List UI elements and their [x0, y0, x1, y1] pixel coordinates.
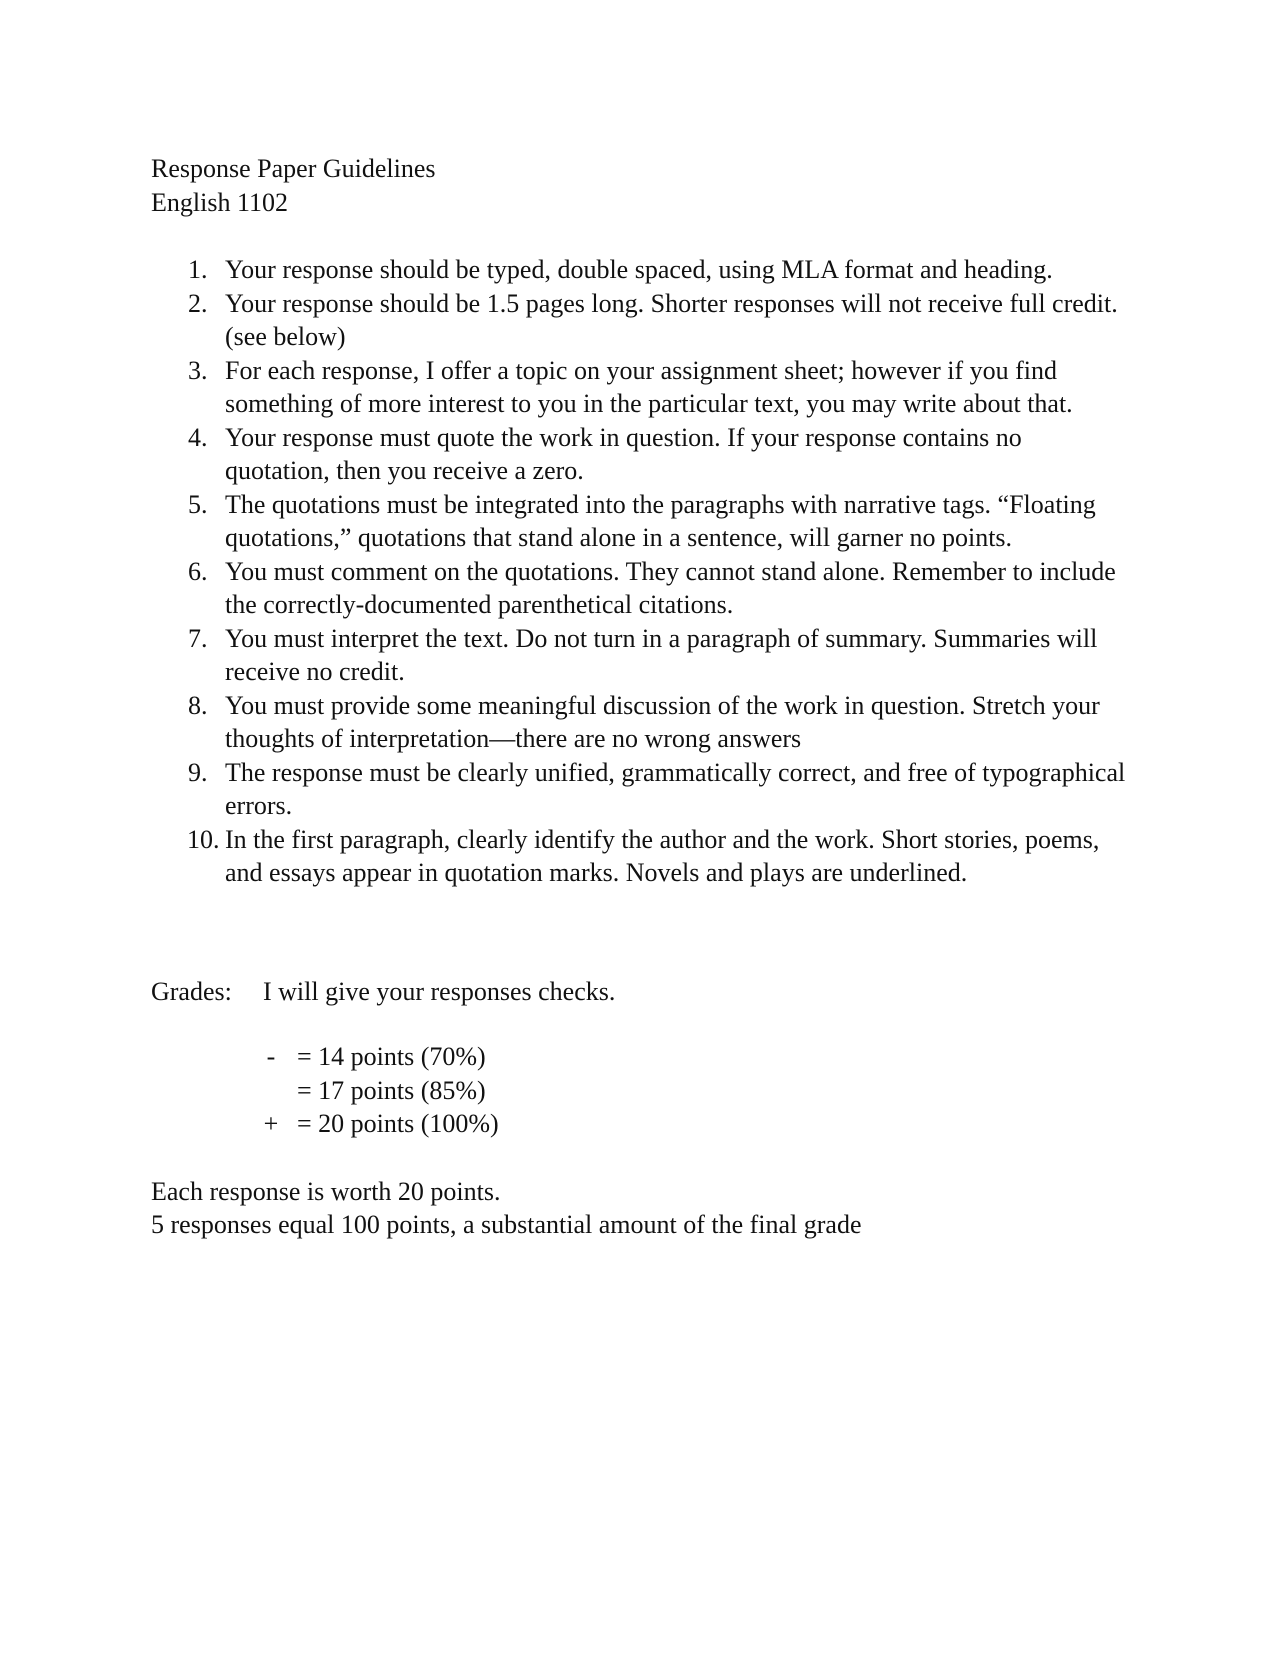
guideline-text: You must comment on the quotations. They cannot stand alone. Remember to include the correctly-documented parenthetical citations. — [225, 556, 1116, 619]
total-points-note: 5 responses equal 100 points, a substantial amount of the final grade — [151, 1210, 862, 1239]
guideline-item — [151, 488, 1131, 555]
grading-scale-row — [151, 1107, 1131, 1141]
guideline-text: Your response should be 1.5 pages long. Shorter responses will not receive full credit. (see below) — [225, 288, 1118, 351]
guideline-number: 10. — [187, 824, 220, 854]
document-page — [151, 152, 1131, 1242]
guideline-number: 6. — [188, 556, 208, 586]
guidelines-list — [151, 253, 1131, 890]
scale-points: = 14 points (70%) — [297, 1042, 486, 1071]
guideline-text: In the first paragraph, clearly identify the author and the work. Short stories, poems, and essays appear in quotation marks. Novels and plays are underlined. — [225, 824, 1100, 887]
grades-intro-text: I will give your responses checks. — [263, 976, 616, 1006]
points-summary — [151, 1175, 1131, 1242]
guideline-item — [151, 622, 1131, 689]
grading-scale-row — [151, 1074, 1131, 1108]
guideline-text: You must interpret the text. Do not turn in a paragraph of summary. Summaries will receive no credit. — [225, 623, 1098, 686]
guideline-item — [151, 421, 1131, 488]
guideline-number: 1. — [188, 255, 208, 284]
guideline-text: For each response, I offer a topic on your assignment sheet; however if you find something of more interest to you in the particular text, you may write about that. — [225, 355, 1073, 418]
guideline-number: 7. — [188, 623, 208, 653]
grading-scale — [151, 1040, 1131, 1141]
grades-label: Grades: — [151, 976, 232, 1006]
course-name: English 1102 — [151, 187, 288, 217]
scale-points: = 17 points (85%) — [297, 1075, 486, 1105]
scale-points: = 20 points (100%) — [297, 1109, 499, 1138]
guideline-text: Your response must quote the work in question. If your response contains no quotation, then you receive a zero. — [225, 422, 1022, 485]
guideline-number: 5. — [188, 489, 208, 519]
document-title: Response Paper Guidelines — [151, 154, 436, 183]
guideline-number: 8. — [188, 690, 208, 720]
check-minus-mark: - — [266, 1042, 276, 1071]
points-per-response: Each response is worth 20 points. — [151, 1176, 501, 1206]
grades-intro — [151, 975, 1131, 1009]
guideline-item — [151, 253, 1131, 287]
guideline-number: 2. — [188, 288, 208, 318]
document-header — [151, 152, 1131, 219]
guideline-item — [151, 287, 1131, 354]
guideline-item — [151, 555, 1131, 622]
grades-section — [151, 975, 1131, 1141]
check-plus-mark: + — [263, 1109, 279, 1138]
grading-scale-row — [151, 1040, 1131, 1074]
guideline-text: Your response should be typed, double spaced, using MLA format and heading. — [225, 255, 1053, 284]
guideline-text: The response must be clearly unified, grammatically correct, and free of typographical errors. — [225, 757, 1126, 820]
guideline-number: 3. — [188, 355, 208, 385]
guideline-number: 9. — [188, 757, 208, 787]
guideline-item — [151, 689, 1131, 756]
guideline-item — [151, 756, 1131, 823]
guideline-text: The quotations must be integrated into the paragraphs with narrative tags. “Floating quotations,” quotations that stand alone in a sentence, will garner no points. — [225, 489, 1096, 552]
guideline-item — [151, 354, 1131, 421]
guideline-text: You must provide some meaningful discussion of the work in question. Stretch your thoughts of interpretation—there are no wrong answers — [225, 690, 1100, 753]
guideline-number: 4. — [188, 422, 208, 452]
guideline-item — [151, 823, 1131, 890]
